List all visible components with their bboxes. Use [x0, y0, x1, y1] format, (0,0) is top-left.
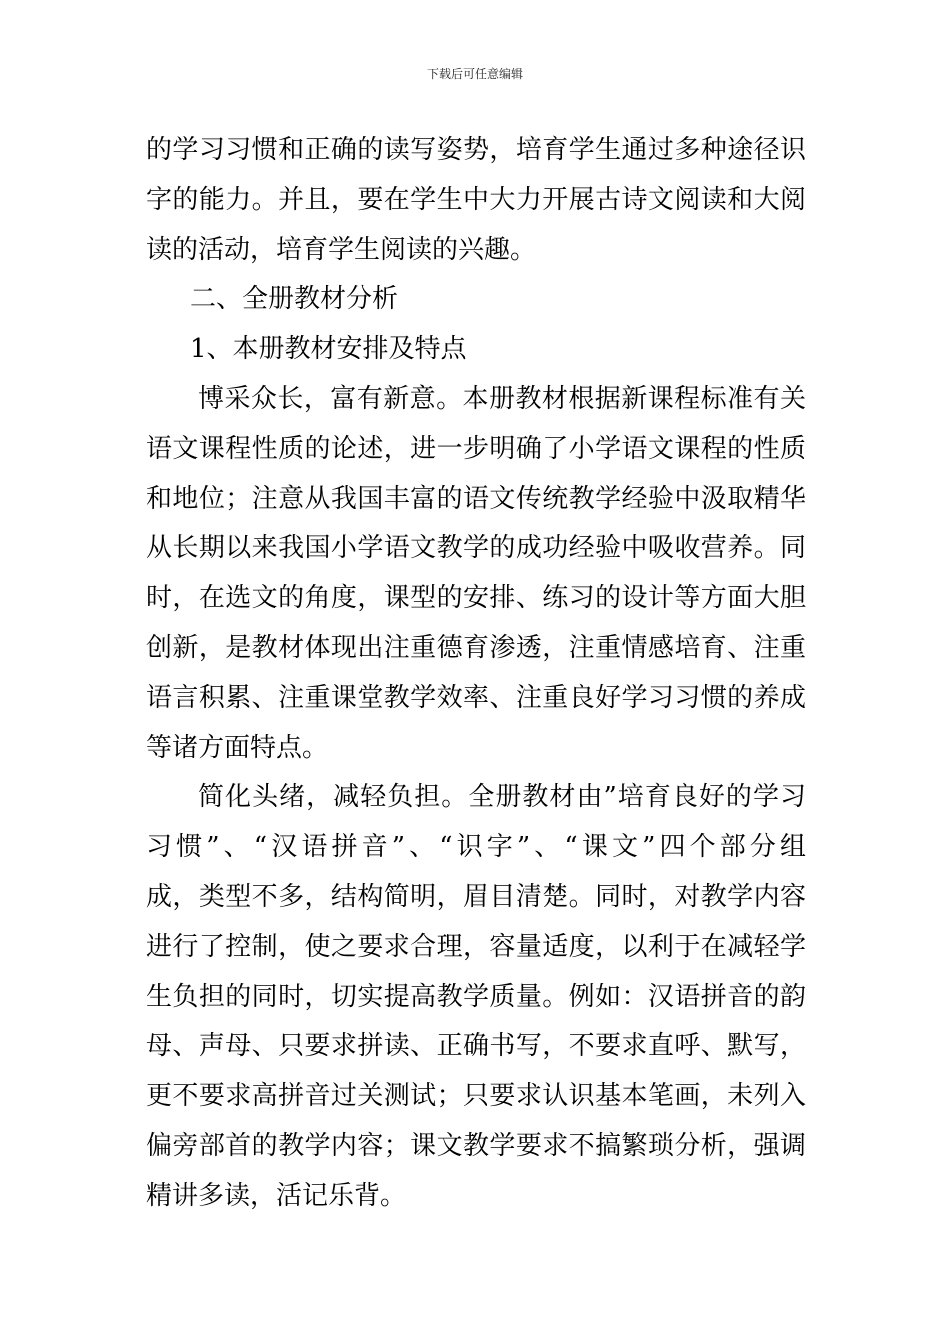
header-note: 下载后可任意编辑: [426, 67, 523, 81]
text-line: 语文课程性质的论述，进一步明确了小学语文课程的性质: [146, 433, 806, 464]
text-line: 字的能力。并且，要在学生中大力开展古诗文阅读和大阅: [146, 184, 806, 215]
text-line: 成，类型不多，结构简明，眉目清楚。同时，对教学内容: [146, 881, 806, 912]
text-line: 生负担的同时，切实提高教学质量。例如：汉语拼音的韵: [146, 981, 806, 1012]
text-line: 创新，是教材体现出注重德育渗透，注重情感培育、注重: [146, 632, 806, 663]
subsection-heading: 1、本册教材安排及特点: [190, 334, 467, 365]
text-line: 的学习习惯和正确的读写姿势，培育学生通过多种途径识: [146, 135, 806, 165]
text-line: 进行了控制，使之要求合理，容量适度，以利于在减轻学: [146, 931, 806, 962]
text-line: 等诸方面特点。: [146, 732, 329, 763]
paragraph-first-line: 简化头绪，减轻负担。全册教材由”培育良好的学习: [198, 782, 806, 813]
section-heading: 二、全册教材分析: [190, 284, 399, 315]
text-line: 习惯”、“汉语拼音”、“识字”、“课文”四个部分组: [146, 832, 806, 863]
text-line: 母、声母、只要求拼读、正确书写，不要求直呼、默写，: [146, 1031, 806, 1062]
text-line: 从长期以来我国小学语文教学的成功经验中吸收营养。同: [146, 533, 806, 564]
text-line: 时，在选文的角度，课型的安排、练习的设计等方面大胆: [146, 583, 806, 614]
text-line: 读的活动，培育学生阅读的兴趣。: [146, 234, 537, 265]
text-line: 精讲多读，活记乐背。: [146, 1180, 407, 1211]
text-line: 语言积累、注重课堂教学效率、注重良好学习习惯的养成: [146, 682, 806, 713]
document-body: [146, 126, 806, 1222]
text-line: 偏旁部首的教学内容；课文教学要求不搞繁琐分析，强调: [146, 1130, 806, 1161]
text-line: 更不要求高拼音过关测试；只要求认识基本笔画，未列入: [146, 1081, 806, 1112]
paragraph-first-line: 博采众长，富有新意。本册教材根据新课程标准有关: [198, 383, 806, 414]
text-line: 和地位；注意从我国丰富的语文传统教学经验中汲取精华: [146, 483, 806, 514]
